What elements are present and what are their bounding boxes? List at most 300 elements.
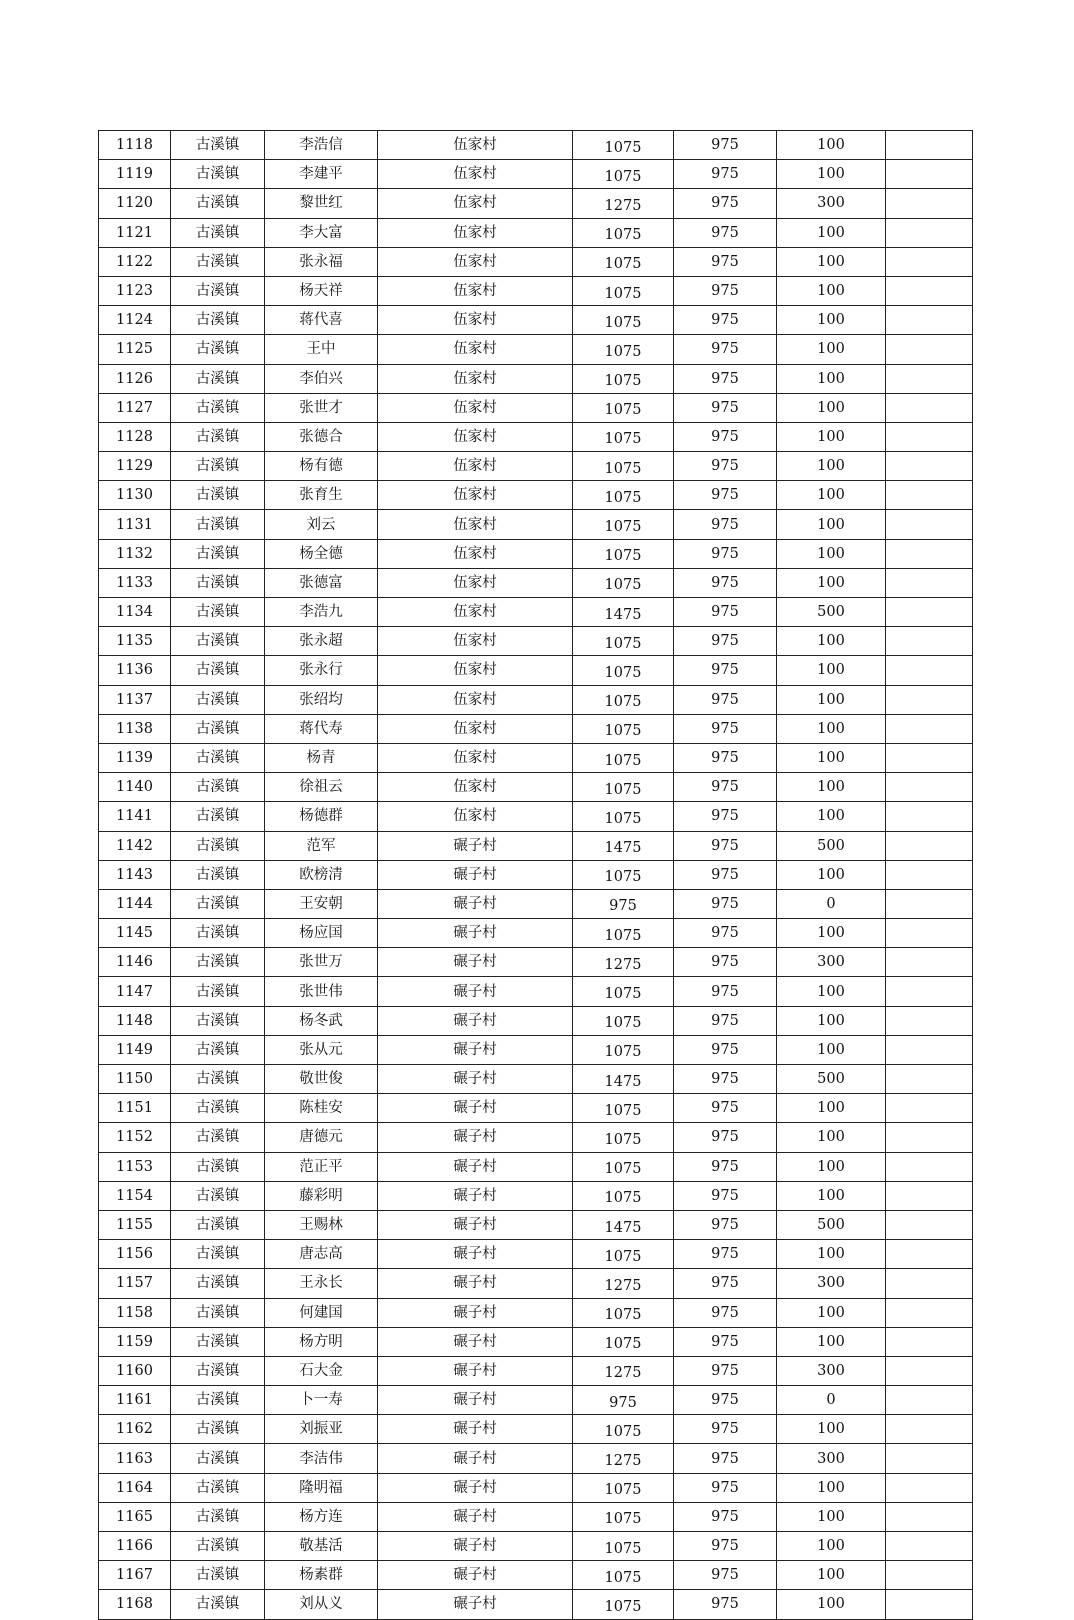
cell-id: 1118: [99, 131, 171, 160]
data-table: [98, 130, 973, 1620]
cell-remark: [886, 510, 973, 539]
cell-id: 1124: [99, 306, 171, 335]
cell-amount-a: 1075: [573, 1502, 674, 1531]
cell-village: 伍家村: [378, 218, 573, 247]
cell-village: 伍家村: [378, 539, 573, 568]
cell-town: 古溪镇: [171, 1356, 265, 1385]
cell-town: 古溪镇: [171, 1532, 265, 1561]
cell-town: 古溪镇: [171, 685, 265, 714]
cell-difference: 100: [777, 1240, 886, 1269]
cell-amount-a: 1075: [573, 1327, 674, 1356]
cell-remark: [886, 1035, 973, 1064]
cell-town: 古溪镇: [171, 1006, 265, 1035]
cell-remark: [886, 1123, 973, 1152]
cell-village: 伍家村: [378, 306, 573, 335]
cell-town: 古溪镇: [171, 889, 265, 918]
cell-village: 碾子村: [378, 948, 573, 977]
cell-amount-a: 1075: [573, 131, 674, 160]
cell-amount-b: 975: [674, 1240, 777, 1269]
cell-village: 伍家村: [378, 276, 573, 305]
cell-name: 杨有德: [265, 452, 378, 481]
cell-amount-a: 1475: [573, 1210, 674, 1239]
cell-name: 唐德元: [265, 1123, 378, 1152]
cell-remark: [886, 306, 973, 335]
cell-name: 张世伟: [265, 977, 378, 1006]
cell-amount-b: 975: [674, 1590, 777, 1619]
cell-town: 古溪镇: [171, 1502, 265, 1531]
cell-remark: [886, 1386, 973, 1415]
cell-name: 陈桂安: [265, 1094, 378, 1123]
cell-village: 伍家村: [378, 802, 573, 831]
cell-id: 1164: [99, 1473, 171, 1502]
cell-village: 碾子村: [378, 1298, 573, 1327]
cell-town: 古溪镇: [171, 1240, 265, 1269]
cell-difference: 100: [777, 802, 886, 831]
cell-village: 碾子村: [378, 1473, 573, 1502]
cell-id: 1134: [99, 598, 171, 627]
cell-amount-a: 1075: [573, 977, 674, 1006]
cell-id: 1139: [99, 743, 171, 772]
cell-amount-b: 975: [674, 364, 777, 393]
cell-amount-b: 975: [674, 218, 777, 247]
cell-difference: 100: [777, 773, 886, 802]
cell-name: 张育生: [265, 481, 378, 510]
cell-name: 欧榜清: [265, 860, 378, 889]
cell-amount-a: 1075: [573, 335, 674, 364]
cell-amount-a: 1075: [573, 452, 674, 481]
table-row: [99, 1561, 973, 1590]
cell-amount-b: 975: [674, 510, 777, 539]
table-row: [99, 218, 973, 247]
cell-remark: [886, 1269, 973, 1298]
cell-difference: 100: [777, 1181, 886, 1210]
cell-town: 古溪镇: [171, 276, 265, 305]
table-row: [99, 393, 973, 422]
cell-remark: [886, 802, 973, 831]
cell-town: 古溪镇: [171, 1210, 265, 1239]
cell-village: 碾子村: [378, 1210, 573, 1239]
cell-amount-b: 975: [674, 831, 777, 860]
cell-village: 碾子村: [378, 1415, 573, 1444]
cell-remark: [886, 335, 973, 364]
cell-id: 1159: [99, 1327, 171, 1356]
cell-town: 古溪镇: [171, 131, 265, 160]
cell-id: 1137: [99, 685, 171, 714]
cell-id: 1165: [99, 1502, 171, 1531]
cell-town: 古溪镇: [171, 160, 265, 189]
cell-village: 伍家村: [378, 568, 573, 597]
cell-difference: 300: [777, 1269, 886, 1298]
cell-difference: 300: [777, 948, 886, 977]
cell-village: 碾子村: [378, 1502, 573, 1531]
cell-village: 碾子村: [378, 1327, 573, 1356]
cell-difference: 100: [777, 452, 886, 481]
cell-name: 杨天祥: [265, 276, 378, 305]
cell-amount-b: 975: [674, 422, 777, 451]
cell-town: 古溪镇: [171, 948, 265, 977]
cell-remark: [886, 1210, 973, 1239]
cell-id: 1150: [99, 1065, 171, 1094]
cell-town: 古溪镇: [171, 656, 265, 685]
cell-id: 1145: [99, 919, 171, 948]
cell-name: 藤彩明: [265, 1181, 378, 1210]
cell-difference: 100: [777, 714, 886, 743]
cell-village: 伍家村: [378, 247, 573, 276]
cell-name: 张永超: [265, 627, 378, 656]
cell-town: 古溪镇: [171, 364, 265, 393]
cell-name: 黎世红: [265, 189, 378, 218]
cell-name: 敬基活: [265, 1532, 378, 1561]
table-row: [99, 831, 973, 860]
cell-difference: 100: [777, 306, 886, 335]
cell-remark: [886, 393, 973, 422]
cell-difference: 100: [777, 510, 886, 539]
cell-amount-a: 1075: [573, 685, 674, 714]
cell-name: 隆明福: [265, 1473, 378, 1502]
cell-amount-b: 975: [674, 1210, 777, 1239]
cell-village: 碾子村: [378, 1123, 573, 1152]
cell-amount-b: 975: [674, 656, 777, 685]
cell-remark: [886, 1473, 973, 1502]
table-row: [99, 627, 973, 656]
cell-difference: 100: [777, 393, 886, 422]
cell-village: 碾子村: [378, 1035, 573, 1064]
cell-town: 古溪镇: [171, 598, 265, 627]
cell-amount-a: 1275: [573, 1356, 674, 1385]
cell-id: 1156: [99, 1240, 171, 1269]
table-row: [99, 743, 973, 772]
cell-town: 古溪镇: [171, 1444, 265, 1473]
cell-amount-b: 975: [674, 1327, 777, 1356]
cell-difference: 300: [777, 1444, 886, 1473]
cell-amount-a: 1275: [573, 948, 674, 977]
cell-town: 古溪镇: [171, 568, 265, 597]
cell-difference: 300: [777, 189, 886, 218]
table-row: [99, 422, 973, 451]
cell-remark: [886, 568, 973, 597]
cell-amount-b: 975: [674, 1298, 777, 1327]
cell-difference: 100: [777, 977, 886, 1006]
table-row: [99, 1532, 973, 1561]
cell-amount-a: 1275: [573, 189, 674, 218]
cell-difference: 100: [777, 743, 886, 772]
cell-name: 李大富: [265, 218, 378, 247]
cell-id: 1167: [99, 1561, 171, 1590]
cell-town: 古溪镇: [171, 860, 265, 889]
cell-amount-a: 1075: [573, 1181, 674, 1210]
cell-difference: 100: [777, 1415, 886, 1444]
cell-difference: 0: [777, 1386, 886, 1415]
cell-name: 张永行: [265, 656, 378, 685]
cell-difference: 100: [777, 335, 886, 364]
cell-amount-b: 975: [674, 773, 777, 802]
cell-remark: [886, 773, 973, 802]
cell-remark: [886, 919, 973, 948]
table-row: [99, 1386, 973, 1415]
cell-town: 古溪镇: [171, 189, 265, 218]
cell-town: 古溪镇: [171, 1152, 265, 1181]
table-row: [99, 1094, 973, 1123]
table-row: [99, 306, 973, 335]
cell-amount-b: 975: [674, 802, 777, 831]
cell-difference: 100: [777, 1473, 886, 1502]
table-row: [99, 1181, 973, 1210]
cell-amount-a: 1075: [573, 218, 674, 247]
cell-remark: [886, 364, 973, 393]
cell-village: 碾子村: [378, 860, 573, 889]
table-row: [99, 539, 973, 568]
table-row: [99, 1444, 973, 1473]
cell-difference: 100: [777, 568, 886, 597]
table-row: [99, 568, 973, 597]
cell-village: 伍家村: [378, 627, 573, 656]
cell-remark: [886, 1240, 973, 1269]
cell-remark: [886, 1561, 973, 1590]
cell-remark: [886, 1356, 973, 1385]
cell-name: 杨方连: [265, 1502, 378, 1531]
cell-village: 伍家村: [378, 335, 573, 364]
cell-id: 1161: [99, 1386, 171, 1415]
cell-town: 古溪镇: [171, 1094, 265, 1123]
cell-amount-a: 1075: [573, 714, 674, 743]
cell-remark: [886, 598, 973, 627]
cell-amount-a: 1075: [573, 247, 674, 276]
cell-town: 古溪镇: [171, 1327, 265, 1356]
cell-village: 碾子村: [378, 831, 573, 860]
cell-amount-b: 975: [674, 1181, 777, 1210]
table-row: [99, 1210, 973, 1239]
cell-difference: 500: [777, 1210, 886, 1239]
cell-amount-a: 1075: [573, 1240, 674, 1269]
cell-village: 伍家村: [378, 685, 573, 714]
cell-difference: 100: [777, 1561, 886, 1590]
table-row: [99, 889, 973, 918]
cell-amount-b: 975: [674, 1386, 777, 1415]
cell-name: 蒋代喜: [265, 306, 378, 335]
cell-name: 范军: [265, 831, 378, 860]
cell-name: 杨德群: [265, 802, 378, 831]
cell-name: 敬世俊: [265, 1065, 378, 1094]
cell-village: 伍家村: [378, 598, 573, 627]
cell-town: 古溪镇: [171, 1561, 265, 1590]
cell-name: 张世才: [265, 393, 378, 422]
cell-id: 1155: [99, 1210, 171, 1239]
cell-difference: 100: [777, 218, 886, 247]
cell-name: 张世万: [265, 948, 378, 977]
cell-amount-b: 975: [674, 598, 777, 627]
cell-amount-b: 975: [674, 189, 777, 218]
cell-remark: [886, 247, 973, 276]
cell-amount-a: 1075: [573, 1473, 674, 1502]
cell-town: 古溪镇: [171, 1035, 265, 1064]
cell-village: 碾子村: [378, 1181, 573, 1210]
cell-difference: 100: [777, 539, 886, 568]
table-row: [99, 714, 973, 743]
cell-id: 1144: [99, 889, 171, 918]
cell-id: 1157: [99, 1269, 171, 1298]
table-row: [99, 1269, 973, 1298]
cell-name: 李浩九: [265, 598, 378, 627]
cell-name: 张永福: [265, 247, 378, 276]
cell-amount-a: 1075: [573, 539, 674, 568]
cell-remark: [886, 977, 973, 1006]
cell-village: 伍家村: [378, 422, 573, 451]
cell-difference: 100: [777, 160, 886, 189]
cell-village: 碾子村: [378, 1269, 573, 1298]
cell-remark: [886, 160, 973, 189]
cell-village: 碾子村: [378, 1590, 573, 1619]
cell-amount-a: 1075: [573, 773, 674, 802]
cell-id: 1146: [99, 948, 171, 977]
table-row: [99, 1473, 973, 1502]
table-body: [99, 131, 973, 1620]
cell-amount-b: 975: [674, 627, 777, 656]
cell-town: 古溪镇: [171, 1415, 265, 1444]
cell-id: 1138: [99, 714, 171, 743]
cell-amount-b: 975: [674, 306, 777, 335]
cell-remark: [886, 1327, 973, 1356]
cell-name: 唐志高: [265, 1240, 378, 1269]
cell-village: 伍家村: [378, 510, 573, 539]
cell-name: 卜一寿: [265, 1386, 378, 1415]
cell-amount-a: 1075: [573, 393, 674, 422]
table-row: [99, 919, 973, 948]
cell-remark: [886, 481, 973, 510]
cell-id: 1143: [99, 860, 171, 889]
cell-amount-b: 975: [674, 1065, 777, 1094]
cell-amount-b: 975: [674, 1269, 777, 1298]
cell-town: 古溪镇: [171, 1269, 265, 1298]
cell-name: 石大金: [265, 1356, 378, 1385]
cell-id: 1153: [99, 1152, 171, 1181]
cell-amount-a: 1475: [573, 831, 674, 860]
cell-amount-b: 975: [674, 539, 777, 568]
cell-name: 王永长: [265, 1269, 378, 1298]
cell-difference: 100: [777, 131, 886, 160]
cell-name: 范正平: [265, 1152, 378, 1181]
cell-remark: [886, 656, 973, 685]
cell-amount-a: 1075: [573, 743, 674, 772]
cell-amount-a: 1075: [573, 568, 674, 597]
cell-village: 伍家村: [378, 481, 573, 510]
cell-amount-a: 1075: [573, 860, 674, 889]
cell-name: 杨冬武: [265, 1006, 378, 1035]
cell-id: 1120: [99, 189, 171, 218]
table-row: [99, 1240, 973, 1269]
cell-name: 刘云: [265, 510, 378, 539]
cell-remark: [886, 1415, 973, 1444]
cell-remark: [886, 714, 973, 743]
table-row: [99, 977, 973, 1006]
cell-id: 1132: [99, 539, 171, 568]
cell-amount-a: 1275: [573, 1269, 674, 1298]
table-row: [99, 276, 973, 305]
cell-amount-b: 975: [674, 889, 777, 918]
cell-amount-b: 975: [674, 977, 777, 1006]
cell-town: 古溪镇: [171, 1065, 265, 1094]
table-row: [99, 1502, 973, 1531]
cell-town: 古溪镇: [171, 1473, 265, 1502]
cell-amount-a: 1075: [573, 276, 674, 305]
cell-amount-a: 975: [573, 1386, 674, 1415]
table-row: [99, 948, 973, 977]
cell-village: 伍家村: [378, 160, 573, 189]
cell-amount-b: 975: [674, 568, 777, 597]
cell-name: 张从元: [265, 1035, 378, 1064]
cell-name: 何建国: [265, 1298, 378, 1327]
cell-name: 李洁伟: [265, 1444, 378, 1473]
cell-amount-a: 1075: [573, 1094, 674, 1123]
cell-difference: 500: [777, 1065, 886, 1094]
cell-amount-a: 975: [573, 889, 674, 918]
cell-town: 古溪镇: [171, 1298, 265, 1327]
cell-amount-a: 1075: [573, 364, 674, 393]
cell-remark: [886, 1065, 973, 1094]
cell-difference: 100: [777, 919, 886, 948]
cell-amount-b: 975: [674, 743, 777, 772]
cell-amount-b: 975: [674, 247, 777, 276]
cell-amount-b: 975: [674, 335, 777, 364]
cell-amount-b: 975: [674, 276, 777, 305]
cell-amount-a: 1075: [573, 422, 674, 451]
cell-name: 杨应国: [265, 919, 378, 948]
cell-village: 伍家村: [378, 189, 573, 218]
cell-difference: 100: [777, 1006, 886, 1035]
cell-amount-a: 1075: [573, 1123, 674, 1152]
cell-difference: 100: [777, 364, 886, 393]
cell-id: 1141: [99, 802, 171, 831]
cell-amount-a: 1075: [573, 627, 674, 656]
cell-remark: [886, 627, 973, 656]
table-row: [99, 335, 973, 364]
cell-village: 碾子村: [378, 1065, 573, 1094]
cell-difference: 100: [777, 860, 886, 889]
cell-village: 伍家村: [378, 452, 573, 481]
cell-id: 1140: [99, 773, 171, 802]
cell-id: 1147: [99, 977, 171, 1006]
cell-difference: 100: [777, 276, 886, 305]
cell-amount-b: 975: [674, 481, 777, 510]
cell-id: 1126: [99, 364, 171, 393]
cell-town: 古溪镇: [171, 977, 265, 1006]
cell-amount-b: 975: [674, 714, 777, 743]
cell-name: 杨素群: [265, 1561, 378, 1590]
cell-amount-a: 1075: [573, 1298, 674, 1327]
cell-amount-b: 975: [674, 685, 777, 714]
cell-remark: [886, 1532, 973, 1561]
cell-village: 伍家村: [378, 714, 573, 743]
cell-amount-a: 1275: [573, 1444, 674, 1473]
table-row: [99, 1123, 973, 1152]
cell-town: 古溪镇: [171, 802, 265, 831]
cell-village: 伍家村: [378, 773, 573, 802]
cell-id: 1162: [99, 1415, 171, 1444]
cell-amount-b: 975: [674, 160, 777, 189]
table-row: [99, 1065, 973, 1094]
cell-remark: [886, 831, 973, 860]
cell-name: 李伯兴: [265, 364, 378, 393]
cell-amount-b: 975: [674, 1152, 777, 1181]
cell-village: 碾子村: [378, 1152, 573, 1181]
cell-town: 古溪镇: [171, 393, 265, 422]
cell-town: 古溪镇: [171, 627, 265, 656]
table-row: [99, 510, 973, 539]
cell-difference: 100: [777, 1502, 886, 1531]
cell-village: 碾子村: [378, 1561, 573, 1590]
cell-id: 1135: [99, 627, 171, 656]
table-row: [99, 160, 973, 189]
cell-name: 杨方明: [265, 1327, 378, 1356]
